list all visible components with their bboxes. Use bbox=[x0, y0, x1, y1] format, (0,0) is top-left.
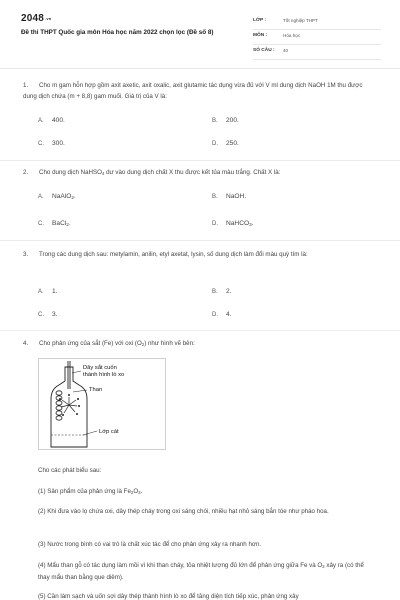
answer-option[interactable] bbox=[38, 140, 65, 147]
text-part: O bbox=[133, 488, 139, 495]
option-label: A. bbox=[38, 118, 44, 124]
option-label: D. bbox=[212, 312, 218, 318]
option-label: D. bbox=[212, 221, 218, 227]
label-charcoal: Than bbox=[89, 387, 103, 393]
option-text: 2. bbox=[226, 288, 232, 295]
option-label: B. bbox=[212, 194, 218, 200]
option-label: B. bbox=[212, 289, 218, 295]
page-header bbox=[0, 0, 400, 62]
statement-1 bbox=[38, 486, 376, 498]
meta-row-count bbox=[253, 45, 381, 60]
answer-option[interactable] bbox=[38, 193, 76, 200]
option-text: . bbox=[68, 220, 71, 227]
site-logo[interactable] bbox=[21, 13, 51, 24]
option-label: A. bbox=[38, 194, 44, 200]
option-label: C. bbox=[38, 312, 44, 318]
question-3-text bbox=[23, 249, 375, 260]
text-part: Cho phản ứng của sắt (Fe) với oxi (O bbox=[39, 340, 142, 347]
answer-option[interactable] bbox=[212, 220, 254, 227]
option-text: NaOH. bbox=[226, 193, 247, 200]
logo-suffix: .vn bbox=[45, 16, 52, 21]
option-text: 1. bbox=[52, 288, 58, 295]
option-text: . bbox=[251, 220, 254, 227]
answer-option[interactable] bbox=[38, 220, 71, 227]
question-separator bbox=[0, 240, 400, 241]
question-body: Cho m gam hỗn hợp gồm axit axetic, axit oxalic, axit glutamic tác dụng vừa đủ với V ml dung dịch NaOH 1M thu được dung dịch chứa (m + 8,8) gam muối. Giá trị của V là: bbox=[23, 82, 363, 100]
text-part: (1) Sản phẩm của phản ứng là Fe bbox=[38, 488, 131, 495]
statement-4 bbox=[38, 560, 376, 583]
answer-option[interactable] bbox=[212, 193, 246, 200]
question-separator bbox=[0, 160, 400, 161]
statement-3: (3) Nước trong bình có vai trò là chất xúc tác để cho phản ứng xảy ra nhanh hơn. bbox=[38, 541, 262, 548]
option-label: B. bbox=[212, 118, 218, 124]
option-label: D. bbox=[212, 141, 218, 147]
header-divider bbox=[0, 68, 400, 69]
meta-key: LỚP : bbox=[253, 18, 267, 23]
leader-sand bbox=[83, 431, 97, 435]
subscript: 2 bbox=[130, 490, 134, 495]
question-number: 2. bbox=[23, 169, 29, 176]
answer-option[interactable] bbox=[38, 288, 58, 295]
text-part: . bbox=[140, 488, 143, 495]
label-iron-wire bbox=[83, 365, 124, 379]
subscript: 2 bbox=[322, 564, 325, 569]
answer-option[interactable] bbox=[38, 117, 65, 124]
question-number: 3. bbox=[23, 251, 29, 258]
meta-row-subject bbox=[253, 30, 381, 45]
question-4-text bbox=[23, 338, 375, 350]
option-text: 250. bbox=[226, 140, 239, 147]
page-title: Đề thi THPT Quốc gia môn Hóa học năm 2022 chọn lọc (Đề số 8) bbox=[21, 29, 214, 36]
question-body: Trong các dung dịch sau: metylamin, anilin, etyl axetat, lysin, số dung dịch làm đổi màu quỳ tím là: bbox=[39, 251, 308, 258]
question-number: 4. bbox=[23, 340, 29, 347]
subscript: 4 bbox=[101, 171, 105, 176]
option-label: C. bbox=[38, 141, 44, 147]
option-text: NaHCO bbox=[226, 220, 250, 227]
option-text: BaCl bbox=[52, 220, 67, 227]
option-text: 400. bbox=[52, 117, 65, 124]
label-line: thành hình lò xo bbox=[83, 372, 125, 378]
text-part: Cho dung dịch NaHSO bbox=[39, 169, 102, 176]
iron-coil bbox=[56, 391, 62, 420]
subscript: 2 bbox=[141, 342, 145, 347]
statement-5: (5) Cần làm sạch và uốn sợi dây thép thành hình lò xo để tăng diện tích tiếp xúc, phản ứng xảy bbox=[38, 593, 299, 600]
option-label: A. bbox=[38, 289, 44, 295]
text-part: ) như hình vẽ bên: bbox=[144, 340, 195, 347]
statements-intro: Cho các phát biểu sau: bbox=[38, 467, 102, 474]
subscript: 3 bbox=[138, 490, 141, 495]
option-text: 200. bbox=[226, 117, 239, 124]
subscript: 2 bbox=[66, 222, 69, 227]
answer-option[interactable] bbox=[212, 288, 232, 295]
logo-main: 2048 bbox=[21, 13, 45, 24]
subscript: 2 bbox=[71, 195, 74, 200]
question-body bbox=[39, 340, 195, 347]
option-text: 300. bbox=[52, 140, 65, 147]
question-2-text bbox=[23, 167, 375, 179]
question-body bbox=[39, 169, 280, 176]
answer-option[interactable] bbox=[38, 311, 58, 318]
option-label: C. bbox=[38, 221, 44, 227]
meta-value: 40 bbox=[283, 48, 289, 53]
answer-option[interactable] bbox=[212, 117, 239, 124]
label-line: Dây sắt cuốn bbox=[83, 365, 117, 371]
question-1-text bbox=[23, 80, 375, 102]
meta-value[interactable]: Hóa học bbox=[283, 33, 301, 38]
text-part: dư vào dung dịch chất X thu được kết tủa màu trắng. Chất X là: bbox=[104, 169, 281, 176]
spark-lines bbox=[61, 397, 77, 413]
text-part: (4) Mẩu than gỗ có tác dụng làm mồi vì khi than cháy, tỏa nhiệt lượng đủ lớn để phản ứng giữa Fe và O bbox=[38, 562, 323, 569]
subscript: 3 bbox=[249, 222, 252, 227]
option-text: 4. bbox=[226, 311, 232, 318]
exam-meta bbox=[253, 15, 381, 60]
meta-value[interactable]: Tốt nghiệp THPT bbox=[283, 18, 318, 23]
label-sand: Lớp cát bbox=[99, 429, 119, 435]
text-part: xảy ra (có thể thay mẩu than bằng que diêm). bbox=[38, 562, 364, 581]
option-text: 3. bbox=[52, 311, 58, 318]
meta-key: MÔN : bbox=[253, 33, 268, 38]
statement-2: (2) Khi đưa vào lọ chứa oxi, dây thép cháy trong oxi sáng chói, nhiều hạt nhỏ sáng bắn tóe như pháo hoa. bbox=[38, 508, 329, 515]
answer-option[interactable] bbox=[212, 140, 239, 147]
option-text: . bbox=[74, 193, 76, 200]
meta-row-class bbox=[253, 15, 381, 30]
option-text: NaAlO bbox=[52, 193, 72, 200]
meta-key: SỐ CÂU : bbox=[253, 48, 275, 53]
question-separator bbox=[0, 330, 400, 331]
reaction-apparatus-figure bbox=[38, 358, 166, 450]
answer-option[interactable] bbox=[212, 311, 232, 318]
question-number: 1. bbox=[23, 82, 29, 89]
